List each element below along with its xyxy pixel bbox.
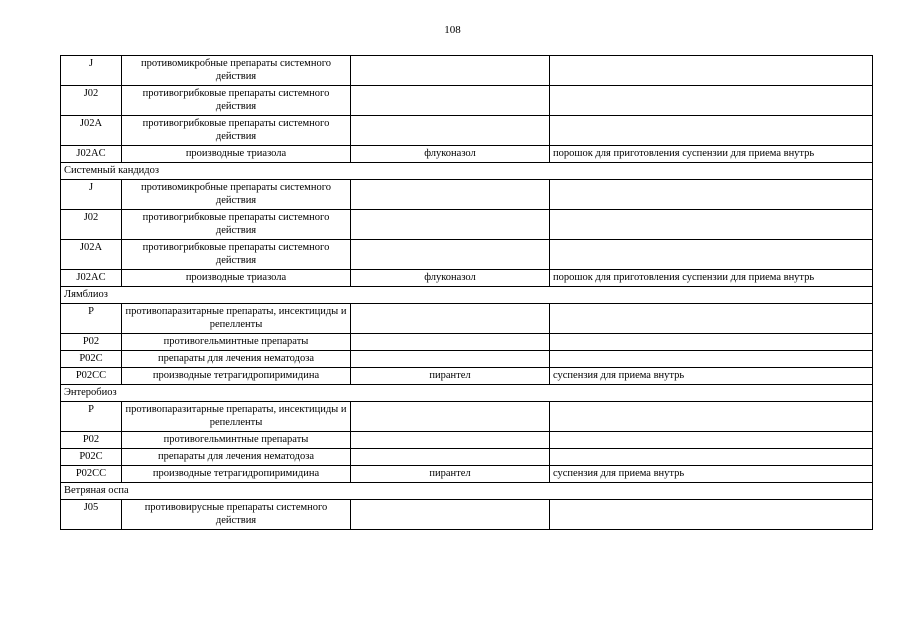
drug-name-cell bbox=[351, 402, 550, 432]
dosage-form-cell: порошок для приготовления суспензии для приема внутрь bbox=[550, 270, 873, 287]
dosage-form-cell: суспензия для приема внутрь bbox=[550, 466, 873, 483]
table-row bbox=[61, 449, 873, 466]
anatomical-group-cell: противогрибковые препараты системного действия bbox=[122, 210, 351, 240]
section-row bbox=[61, 483, 873, 500]
atc-code-cell: J02 bbox=[61, 210, 122, 240]
dosage-form-cell bbox=[550, 180, 873, 210]
anatomical-group-cell: противовирусные препараты системного действия bbox=[122, 500, 351, 530]
table-row bbox=[61, 402, 873, 432]
table-row bbox=[61, 146, 873, 163]
section-title: Системный кандидоз bbox=[61, 163, 873, 180]
dosage-form-cell bbox=[550, 56, 873, 86]
anatomical-group-cell: противогельминтные препараты bbox=[122, 334, 351, 351]
section-title: Энтеробиоз bbox=[61, 385, 873, 402]
table-row bbox=[61, 240, 873, 270]
drug-table bbox=[60, 55, 873, 530]
dosage-form-cell bbox=[550, 432, 873, 449]
table-row bbox=[61, 180, 873, 210]
dosage-form-cell bbox=[550, 449, 873, 466]
anatomical-group-cell: противомикробные препараты системного действия bbox=[122, 56, 351, 86]
atc-code-cell: P02CC bbox=[61, 466, 122, 483]
dosage-form-cell: суспензия для приема внутрь bbox=[550, 368, 873, 385]
table-row bbox=[61, 351, 873, 368]
drug-name-cell: пирантел bbox=[351, 368, 550, 385]
atc-code-cell: P02 bbox=[61, 334, 122, 351]
atc-code-cell: J05 bbox=[61, 500, 122, 530]
atc-code-cell: J02AC bbox=[61, 270, 122, 287]
drug-name-cell bbox=[351, 210, 550, 240]
anatomical-group-cell: производные триазола bbox=[122, 270, 351, 287]
atc-code-cell: P02C bbox=[61, 351, 122, 368]
dosage-form-cell: порошок для приготовления суспензии для приема внутрь bbox=[550, 146, 873, 163]
section-row bbox=[61, 385, 873, 402]
atc-code-cell: P bbox=[61, 304, 122, 334]
section-row bbox=[61, 163, 873, 180]
table-row bbox=[61, 466, 873, 483]
table-row bbox=[61, 368, 873, 385]
drug-name-cell bbox=[351, 449, 550, 466]
anatomical-group-cell: противогельминтные препараты bbox=[122, 432, 351, 449]
anatomical-group-cell: противопаразитарные препараты, инсектициды и репелленты bbox=[122, 304, 351, 334]
anatomical-group-cell: противогрибковые препараты системного действия bbox=[122, 116, 351, 146]
dosage-form-cell bbox=[550, 240, 873, 270]
drug-name-cell bbox=[351, 334, 550, 351]
dosage-form-cell bbox=[550, 116, 873, 146]
drug-name-cell bbox=[351, 86, 550, 116]
atc-code-cell: J02A bbox=[61, 116, 122, 146]
drug-name-cell bbox=[351, 351, 550, 368]
drug-name-cell: флуконазол bbox=[351, 146, 550, 163]
page-number: 108 bbox=[444, 24, 461, 36]
atc-code-cell: J bbox=[61, 56, 122, 86]
atc-code-cell: J02 bbox=[61, 86, 122, 116]
anatomical-group-cell: противомикробные препараты системного действия bbox=[122, 180, 351, 210]
drug-name-cell bbox=[351, 56, 550, 86]
drug-name-cell bbox=[351, 240, 550, 270]
table-row bbox=[61, 304, 873, 334]
drug-table-body bbox=[61, 56, 873, 530]
dosage-form-cell bbox=[550, 500, 873, 530]
drug-name-cell bbox=[351, 180, 550, 210]
atc-code-cell: P bbox=[61, 402, 122, 432]
dosage-form-cell bbox=[550, 351, 873, 368]
dosage-form-cell bbox=[550, 334, 873, 351]
drug-name-cell: флуконазол bbox=[351, 270, 550, 287]
anatomical-group-cell: препараты для лечения нематодоза bbox=[122, 449, 351, 466]
table-row bbox=[61, 86, 873, 116]
anatomical-group-cell: производные триазола bbox=[122, 146, 351, 163]
table-row bbox=[61, 56, 873, 86]
anatomical-group-cell: противопаразитарные препараты, инсектициды и репелленты bbox=[122, 402, 351, 432]
table-row bbox=[61, 334, 873, 351]
table-row bbox=[61, 432, 873, 449]
atc-code-cell: P02CC bbox=[61, 368, 122, 385]
drug-name-cell bbox=[351, 432, 550, 449]
atc-code-cell: P02 bbox=[61, 432, 122, 449]
atc-code-cell: J02A bbox=[61, 240, 122, 270]
anatomical-group-cell: производные тетрагидропиримидина bbox=[122, 368, 351, 385]
table-row bbox=[61, 210, 873, 240]
anatomical-group-cell: препараты для лечения нематодоза bbox=[122, 351, 351, 368]
section-title: Лямблиоз bbox=[61, 287, 873, 304]
anatomical-group-cell: противогрибковые препараты системного действия bbox=[122, 86, 351, 116]
anatomical-group-cell: противогрибковые препараты системного действия bbox=[122, 240, 351, 270]
drug-name-cell bbox=[351, 500, 550, 530]
dosage-form-cell bbox=[550, 210, 873, 240]
drug-name-cell bbox=[351, 304, 550, 334]
drug-name-cell bbox=[351, 116, 550, 146]
drug-name-cell: пирантел bbox=[351, 466, 550, 483]
atc-code-cell: J02AC bbox=[61, 146, 122, 163]
table-row bbox=[61, 270, 873, 287]
table-row bbox=[61, 500, 873, 530]
dosage-form-cell bbox=[550, 304, 873, 334]
anatomical-group-cell: производные тетрагидропиримидина bbox=[122, 466, 351, 483]
section-title: Ветряная оспа bbox=[61, 483, 873, 500]
atc-code-cell: J bbox=[61, 180, 122, 210]
dosage-form-cell bbox=[550, 86, 873, 116]
table-row bbox=[61, 116, 873, 146]
dosage-form-cell bbox=[550, 402, 873, 432]
atc-code-cell: P02C bbox=[61, 449, 122, 466]
section-row bbox=[61, 287, 873, 304]
